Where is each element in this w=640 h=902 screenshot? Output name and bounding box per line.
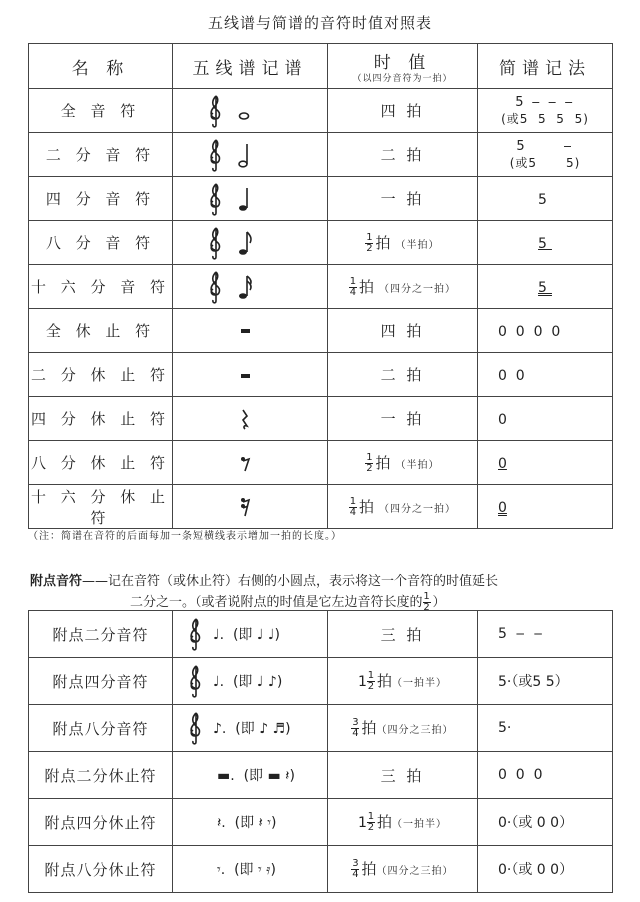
note-duration: 1 $\frac{1}{2}$ 拍（一拍半） <box>328 799 478 846</box>
dotted-label: 附点音符 <box>30 574 83 589</box>
staff-notation <box>173 133 328 177</box>
dotted-note-description: 附点音符——记在音符（或休止符）右侧的小圆点，表示将这一个音符的时值延长 二分之一。（或者说附点的时值是它左边音符长度的 $\frac{1}{2}$ ） <box>30 574 499 613</box>
table-row <box>29 441 613 485</box>
note-duration: 三 拍 <box>328 752 478 799</box>
jianpu-notation: 5 <box>478 177 613 221</box>
note-duration: 三 拍 <box>328 611 478 658</box>
page-title: 五线谱与简谱的音符时值对照表 <box>207 14 432 32</box>
note-duration: $\frac{1}{4}$ 拍（四分之一拍） <box>328 265 478 309</box>
treble-clef-icon <box>207 226 225 260</box>
fraction: $\frac{1}{4}$ <box>349 275 357 298</box>
fraction: $\frac{1}{2}$ <box>367 670 375 692</box>
dotted-note-table <box>28 610 613 893</box>
eighth-note-icon <box>237 228 253 258</box>
quarter-note-icon <box>237 184 251 214</box>
table-row <box>29 221 613 265</box>
dotted-staff-notation: ♩. (即 ♩ ♩) <box>213 627 280 643</box>
table-row <box>29 485 613 529</box>
note-name: 八 分 休 止 符 <box>29 441 173 485</box>
note-name: 二 分 休 止 符 <box>29 353 173 397</box>
table-row <box>29 89 613 133</box>
table-row <box>29 353 613 397</box>
note-name: 附点八分音符 <box>29 705 173 752</box>
header-duration: 时 值 （以四分音符为一拍） <box>328 44 478 89</box>
header-jianpu: 简谱记法 <box>478 44 613 89</box>
staff-notation <box>173 221 328 265</box>
treble-clef-icon <box>187 664 205 698</box>
note-name: 附点四分休止符 <box>29 799 173 846</box>
jianpu-notation: 5 ‒ (或5 5) <box>478 133 613 177</box>
quarter-rest-icon <box>239 407 251 431</box>
note-duration: 二 拍 <box>328 133 478 177</box>
note-value-table <box>28 43 613 529</box>
jianpu-notation: 0·（或 0 0） <box>478 846 613 893</box>
table-row <box>29 309 613 353</box>
header-duration-sub: （以四分音符为一拍） <box>352 74 453 84</box>
jianpu-notation: 5 <box>478 221 613 265</box>
table-row <box>29 611 613 658</box>
fraction: $\frac{1}{2}$ <box>423 591 430 613</box>
note-duration: 四 拍 <box>328 89 478 133</box>
staff-notation <box>173 611 328 658</box>
jianpu-notation: 0 0 0 0 <box>478 309 613 353</box>
staff-notation <box>173 397 328 441</box>
dotted-staff-notation: 𝄽. (即 𝄽 𝄾) <box>217 815 277 831</box>
treble-clef-icon <box>207 182 225 216</box>
note-duration: $\frac{1}{2}$ 拍（半拍） <box>328 221 478 265</box>
note-duration: $\frac{1}{2}$ 拍（半拍） <box>328 441 478 485</box>
header-name: 名 称 <box>29 44 173 89</box>
note-duration: 一 拍 <box>328 177 478 221</box>
note-duration: 二 拍 <box>328 353 478 397</box>
note-name: 附点二分音符 <box>29 611 173 658</box>
fraction: $\frac{1}{2}$ <box>366 451 373 474</box>
half-rest-icon <box>239 365 253 385</box>
treble-clef-icon <box>187 711 205 745</box>
header-staff: 五线谱记谱 <box>173 44 328 89</box>
staff-notation <box>173 846 328 893</box>
note-name: 全 休 止 符 <box>29 309 173 353</box>
staff-notation <box>173 799 328 846</box>
treble-clef-icon <box>207 270 225 304</box>
dotted-staff-notation: ♪. (即 ♪ ♬) <box>213 721 291 737</box>
dotted-staff-notation: ▬. (即 ▬ 𝄽) <box>217 768 295 784</box>
note-name: 十 六 分 休 止 符 <box>29 485 173 529</box>
staff-notation <box>173 658 328 705</box>
dotted-staff-notation: 𝄾. (即 𝄾 𝄿) <box>217 862 276 878</box>
jianpu-notation: 5· <box>478 705 613 752</box>
staff-notation <box>173 705 328 752</box>
table-row <box>29 177 613 221</box>
staff-notation <box>173 485 328 529</box>
table-row <box>29 846 613 893</box>
sixteenth-rest-icon <box>239 494 251 520</box>
whole-rest-icon <box>239 321 253 341</box>
footnote: （注：简谱在音符的后面每加一条短横线表示增加一拍的长度。） <box>28 531 342 542</box>
note-duration: $\frac{3}{4}$ 拍（四分之三拍） <box>328 705 478 752</box>
jianpu-notation: 5·（或5 5） <box>478 658 613 705</box>
note-name: 十 六 分 音 符 <box>29 265 173 309</box>
dotted-staff-notation: ♩. (即 ♩ ♪) <box>213 674 283 690</box>
staff-notation <box>173 353 328 397</box>
jianpu-notation: 0 0 <box>478 353 613 397</box>
table-row <box>29 705 613 752</box>
staff-notation <box>173 265 328 309</box>
jianpu-notation: 0 <box>478 441 613 485</box>
table-header-row <box>29 44 613 89</box>
staff-notation <box>173 177 328 221</box>
note-name: 八 分 音 符 <box>29 221 173 265</box>
eighth-rest-icon <box>239 451 251 475</box>
note-name: 四 分 休 止 符 <box>29 397 173 441</box>
fraction: $\frac{3}{4}$ <box>352 858 359 880</box>
fraction: $\frac{3}{4}$ <box>352 717 359 739</box>
staff-notation <box>173 752 328 799</box>
note-duration: 1 $\frac{1}{2}$ 拍（一拍半） <box>328 658 478 705</box>
treble-clef-icon <box>187 617 205 651</box>
sixteenth-note-icon <box>237 272 253 302</box>
note-name: 四 分 音 符 <box>29 177 173 221</box>
jianpu-notation: 0 0 0 <box>478 752 613 799</box>
note-duration: $\frac{1}{4}$ 拍（四分之一拍） <box>328 485 478 529</box>
half-note-icon <box>237 140 251 170</box>
note-duration: $\frac{3}{4}$ 拍（四分之三拍） <box>328 846 478 893</box>
jianpu-notation: 5 ‒ ‒ <box>478 611 613 658</box>
table-row <box>29 397 613 441</box>
table-row <box>29 752 613 799</box>
note-name: 附点八分休止符 <box>29 846 173 893</box>
jianpu-notation: 0 <box>478 485 613 529</box>
treble-clef-icon <box>207 94 225 128</box>
table-row <box>29 265 613 309</box>
staff-notation <box>173 309 328 353</box>
fraction: $\frac{1}{4}$ <box>349 495 357 518</box>
note-name: 二 分 音 符 <box>29 133 173 177</box>
table-row <box>29 799 613 846</box>
jianpu-notation: 0·（或 0 0） <box>478 799 613 846</box>
jianpu-notation: 5 <box>478 265 613 309</box>
note-duration: 四 拍 <box>328 309 478 353</box>
table-row <box>29 658 613 705</box>
table-row <box>29 133 613 177</box>
note-name: 全 音 符 <box>29 89 173 133</box>
treble-clef-icon <box>207 138 225 172</box>
note-name: 附点四分音符 <box>29 658 173 705</box>
jianpu-notation: 5 ‒ ‒ ‒ (或5 5 5 5) <box>478 89 613 133</box>
fraction: $\frac{1}{2}$ <box>366 231 373 254</box>
jianpu-notation: 0 <box>478 397 613 441</box>
fraction: $\frac{1}{2}$ <box>367 811 375 833</box>
staff-notation <box>173 441 328 485</box>
staff-notation <box>173 89 328 133</box>
note-name: 附点二分休止符 <box>29 752 173 799</box>
whole-note-icon <box>237 96 251 126</box>
note-duration: 一 拍 <box>328 397 478 441</box>
